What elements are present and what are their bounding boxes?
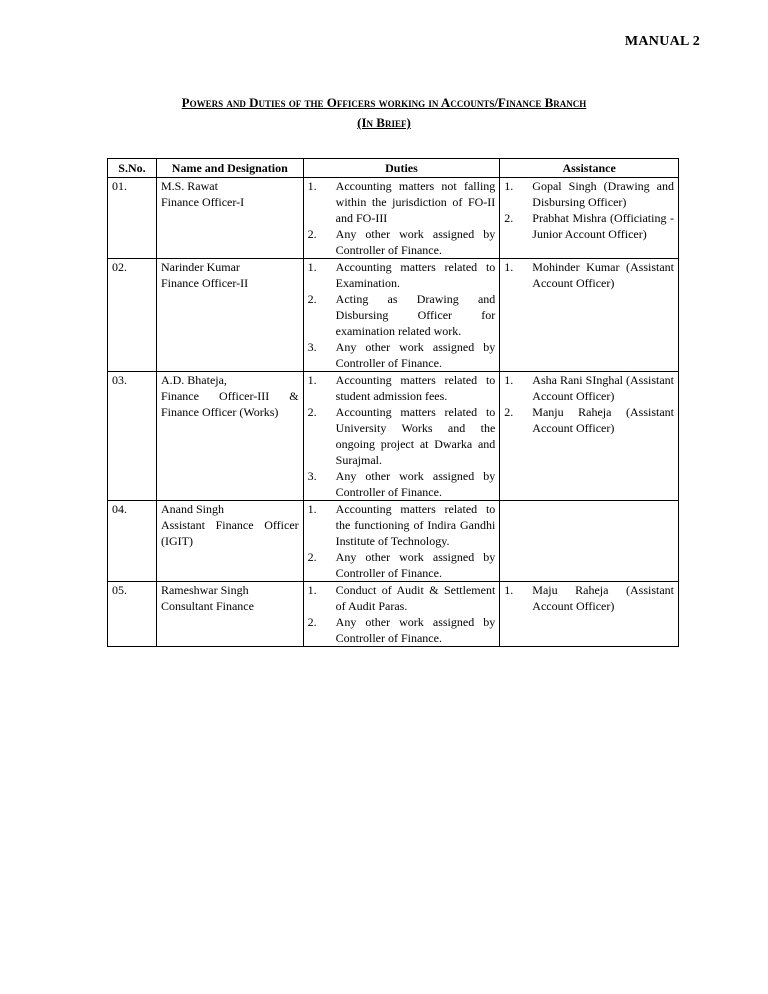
item-text: Mohinder Kumar (Assistant Account Officer)	[532, 260, 674, 290]
officer-name: Narinder Kumar	[160, 260, 240, 274]
item-text: Gopal Singh (Drawing and Disbursing Officer)	[532, 179, 674, 209]
assistance-item	[504, 582, 674, 614]
item-text: Any other work assigned by Controller of Finance.	[335, 469, 496, 499]
cell-assistance	[500, 501, 679, 582]
cell-sno: 01.	[108, 178, 157, 259]
cell-sno: 02.	[108, 259, 157, 372]
cell-duties-list	[308, 259, 496, 371]
item-text: Conduct of Audit & Settlement of Audit Paras.	[335, 583, 496, 613]
assistance-item	[504, 210, 674, 242]
cell-assistance	[500, 178, 679, 259]
table-header-row	[108, 159, 679, 178]
item-number: 2.	[307, 550, 317, 564]
officer-designation: Finance Officer-I	[160, 195, 245, 209]
item-text: Accounting matters not falling within the jurisdiction of FO-II and FO-III	[335, 179, 496, 225]
cell-assistance	[500, 582, 679, 647]
cell-assistance	[500, 259, 679, 372]
item-text: Any other work assigned by Controller of Finance.	[335, 550, 496, 580]
officer-designation: Consultant Finance	[160, 599, 254, 613]
item-number: 1.	[504, 260, 514, 274]
duty-item	[308, 501, 496, 549]
item-number: 2.	[307, 292, 317, 306]
assistance-item	[504, 372, 674, 404]
duty-item	[308, 226, 496, 258]
table-row	[108, 259, 679, 372]
item-text: Accounting matters related to University Works and the ongoing project at Dwarka and Surajmal.	[335, 405, 496, 467]
item-number: 1.	[307, 260, 317, 274]
item-number: 1.	[307, 373, 317, 387]
assistance-item	[504, 178, 674, 210]
item-text: Any other work assigned by Controller of Finance.	[335, 227, 496, 257]
item-number: 1.	[504, 583, 514, 597]
item-number: 1.	[307, 583, 317, 597]
item-number: 2.	[504, 211, 514, 225]
item-number: 2.	[504, 405, 514, 419]
cell-name-designation	[156, 178, 303, 259]
item-text: Prabhat Mishra (Officiating - Junior Account Officer)	[532, 211, 674, 241]
duty-item	[308, 339, 496, 371]
item-number: 1.	[307, 502, 317, 516]
item-number: 3.	[307, 340, 317, 354]
title-line-1: Powers and Duties of the Officers working in Accounts/Finance Branch	[181, 95, 587, 110]
duty-item	[308, 549, 496, 581]
item-number: 3.	[307, 469, 317, 483]
cell-name-designation	[156, 582, 303, 647]
cell-assistance-list	[504, 582, 674, 614]
header-assistance: Assistance	[500, 159, 679, 178]
duty-item	[308, 404, 496, 468]
table-row	[108, 501, 679, 582]
cell-assistance-list	[504, 178, 674, 242]
item-text: Maju Raheja (Assistant Account Officer)	[532, 583, 674, 613]
header-duties: Duties	[303, 159, 500, 178]
cell-duties-list	[308, 582, 496, 646]
cell-duties-list	[308, 178, 496, 258]
item-number: 2.	[307, 615, 317, 629]
cell-duties	[303, 259, 500, 372]
item-text: Accounting matters related to the functioning of Indira Gandhi Institute of Technology.	[335, 502, 496, 548]
item-text: Manju Raheja (Assistant Account Officer)	[532, 405, 674, 435]
item-number: 1.	[504, 373, 514, 387]
cell-duties	[303, 372, 500, 501]
item-number: 2.	[307, 405, 317, 419]
duty-item	[308, 372, 496, 404]
officer-name: A.D. Bhateja,	[160, 373, 227, 387]
cell-assistance-list	[504, 372, 674, 436]
item-number: 1.	[307, 179, 317, 193]
officer-designation: Finance Officer-II	[160, 276, 249, 290]
item-text: Any other work assigned by Controller of Finance.	[335, 340, 496, 370]
cell-name-designation	[156, 501, 303, 582]
table-row	[108, 178, 679, 259]
cell-duties	[303, 501, 500, 582]
table-row	[108, 372, 679, 501]
cell-duties-list	[308, 501, 496, 581]
duty-item	[308, 259, 496, 291]
duty-item	[308, 291, 496, 339]
cell-duties-list	[308, 372, 496, 500]
header-name: Name and Designation	[156, 159, 303, 178]
cell-sno: 05.	[108, 582, 157, 647]
assistance-item	[504, 259, 674, 291]
manual-number: MANUAL 2	[624, 34, 700, 49]
officer-name: Anand Singh	[160, 502, 224, 516]
officer-designation: Assistant Finance Officer (IGIT)	[160, 518, 299, 548]
duty-item	[308, 614, 496, 646]
duty-item	[308, 468, 496, 500]
title-line-2: (In Brief)	[357, 115, 411, 130]
item-text: Accounting matters related to student admission fees.	[335, 373, 496, 403]
item-number: 1.	[504, 179, 514, 193]
item-number: 2.	[307, 227, 317, 241]
cell-duties	[303, 178, 500, 259]
item-text: Any other work assigned by Controller of Finance.	[335, 615, 496, 645]
officer-name: Rameshwar Singh	[160, 583, 249, 597]
cell-name-designation	[156, 259, 303, 372]
cell-assistance-list	[504, 259, 674, 291]
item-text: Acting as Drawing and Disbursing Officer for examination related work.	[335, 292, 496, 338]
cell-sno: 04.	[108, 501, 157, 582]
cell-name-designation	[156, 372, 303, 501]
officer-designation: Finance Officer-III & Finance Officer (Works)	[160, 389, 299, 419]
officer-name: M.S. Rawat	[160, 179, 218, 193]
officers-table	[107, 158, 679, 647]
header-sno: S.No.	[108, 159, 157, 178]
cell-duties	[303, 582, 500, 647]
duty-item	[308, 582, 496, 614]
assistance-item	[504, 404, 674, 436]
duty-item	[308, 178, 496, 226]
item-text: Accounting matters related to Examination.	[335, 260, 496, 290]
page-title	[100, 93, 668, 133]
item-text: Asha Rani SInghal (Assistant Account Officer)	[532, 373, 674, 403]
cell-sno: 03.	[108, 372, 157, 501]
table-row	[108, 582, 679, 647]
cell-assistance	[500, 372, 679, 501]
